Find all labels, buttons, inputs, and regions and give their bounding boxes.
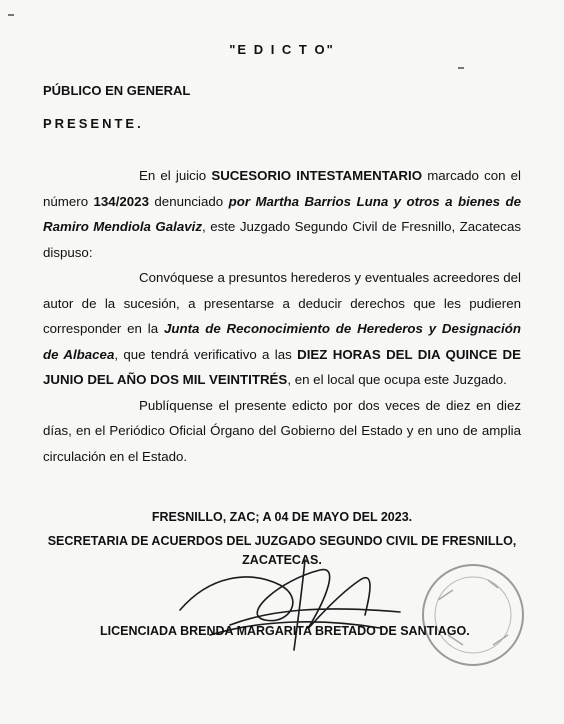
addressee-line: PÚBLICO EN GENERAL <box>43 83 191 98</box>
handwritten-signature <box>170 540 420 660</box>
office-state: ZACATECAS. <box>242 553 322 567</box>
edict-body <box>43 163 521 469</box>
addressee-presente: PRESENTE. <box>43 116 144 131</box>
document-title: "E D I C T O" <box>229 42 335 57</box>
court-seal-stamp <box>418 560 528 670</box>
place-date: FRESNILLO, ZAC; A 04 DE MAYO DEL 2023. <box>151 510 413 524</box>
scan-mark <box>458 67 464 69</box>
paragraph-convocation: Convóquese a presuntos herederos y eventuales acreedores del autor de la sucesión, a presentarse a deducir derechos que les pudieren corresponder en la Junta de Reconocimiento de Herederos y Designación de Albacea, que tendrá verificativo a las DIEZ HORAS DEL DIA QUINCE DE JUNIO DEL AÑO DOS MIL VEINTITRÉS, en el local que ocupa este Juzgado. <box>43 270 521 387</box>
office-line: SECRETARIA DE ACUERDOS DEL JUZGADO SEGUNDO CIVIL DE FRESNILLO, <box>47 534 517 548</box>
paragraph-publication: Publíquense el presente edicto por dos veces de diez en diez días, en el Periódico Oficial Órgano del Gobierno del Estado y en uno de amplia circulación en el Estado. <box>43 397 521 464</box>
signatory-name: LICENCIADA BRENDA MARGARITA BRETADO DE SANTIAGO. <box>100 624 470 638</box>
scan-mark <box>8 14 14 16</box>
paragraph-trial: En el juicio SUCESORIO INTESTAMENTARIO marcado con el número 134/2023 denunciado por Martha Barrios Luna y otros a bienes de Ramiro Mendiola Galaviz, este Juzgado Segundo Civil de Fresnillo, Zacatecas dispuso: <box>43 168 522 260</box>
